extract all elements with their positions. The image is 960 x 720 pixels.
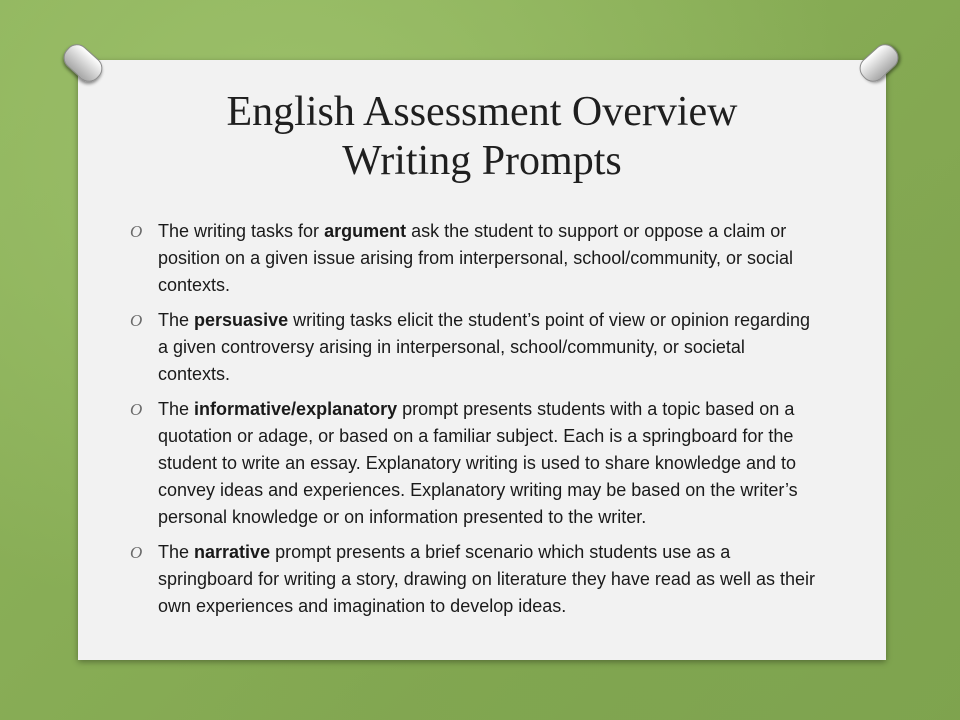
bullet-argument (130, 218, 820, 299)
bullet-text: prompt presents a brief scenario which students use as a springboard for writing a story, drawing on literature they have read as well as their own experiences and imagination to develop ideas. (158, 542, 815, 616)
bullet-keyword: informative/explanatory (194, 399, 398, 419)
bullet-narrative (130, 539, 820, 620)
bullet-keyword: persuasive (194, 310, 289, 330)
bullet-text: prompt presents students with a topic based on a quotation or adage, or based on a familiar subject. Each is a springboard for the student to write an essay. Explanatory writing is used to share knowledge and to convey ideas and experiences. Explanatory writing may be based on the writer’s personal knowledge or on information presented to the writer. (158, 399, 798, 527)
bullet-marker-icon: O (130, 222, 143, 241)
bullet-persuasive (130, 307, 820, 388)
slide-title (78, 88, 886, 185)
bullet-marker-icon: O (130, 311, 143, 330)
bullet-keyword: argument (324, 221, 407, 241)
title-line-1: English Assessment Overview (226, 89, 738, 135)
bullet-text: The writing tasks for (158, 221, 325, 241)
bullet-text: The (158, 542, 195, 562)
bullet-keyword: narrative (194, 542, 271, 562)
bullet-informative (130, 396, 820, 531)
bullet-marker-icon: O (130, 543, 143, 562)
bullet-text: writing tasks elicit the student’s point of view or opinion regarding a given controversy arising in interpersonal, school/community, or societal contexts. (158, 310, 811, 384)
bullet-marker-icon: O (130, 400, 143, 419)
bullet-text: The (158, 310, 195, 330)
bullet-list (130, 218, 820, 628)
title-line-2: Writing Prompts (342, 137, 622, 184)
bullet-text: The (158, 399, 195, 419)
bullet-text: ask the student to support or oppose a claim or position on a given issue arising from interpersonal, school/community, or social contexts. (158, 221, 793, 295)
